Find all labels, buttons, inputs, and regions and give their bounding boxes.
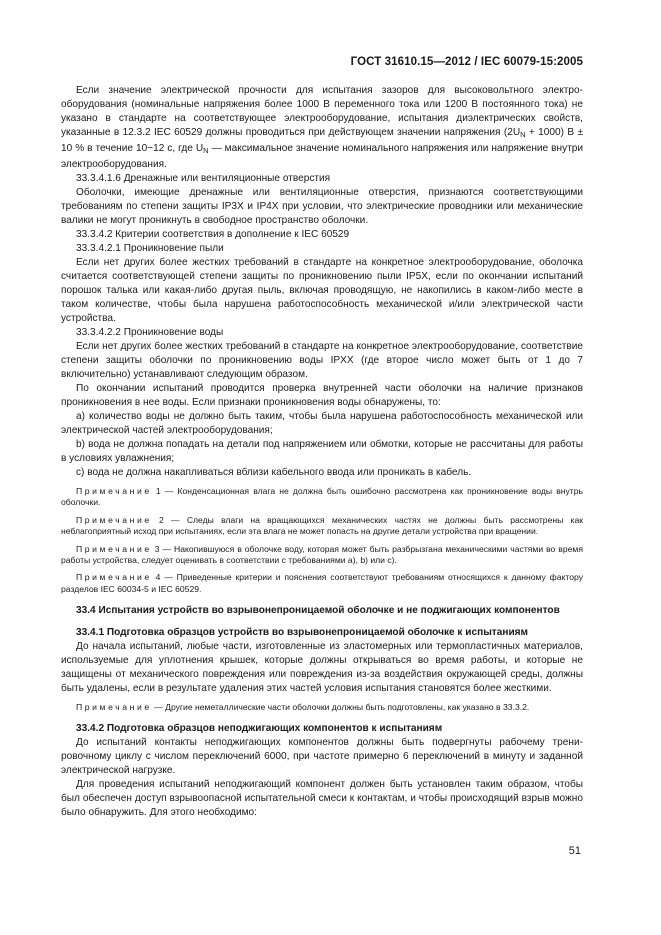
paragraph: По окончании испытаний проводится проверка внутренней части оболочки на наличие признаков проникновения в нее воды. Если признаки проникновения воды обнаружены, то: xyxy=(61,383,583,408)
paragraph: Оболочки, имеющие дренажные или вентиляционные отверстия, признаются соответствующими требованиям по степени защиты IP3X и IP4X при условии, что электрические проводники или механические валики не могут проникнуть в свободное пространство оболочки. xyxy=(61,187,583,226)
paragraph: Для проведения испытаний неподжигающий компонент должен быть установлен таким образом, чтобы был обеспечен доступ взрывоопасной испытательной смеси к контактам, и чтобы происходящий взрыв можно было обнаружить. Для этого необходимо: xyxy=(61,778,583,818)
paragraph: Если значение электрической прочности для испытания зазоров для высоковольтного электрооборудования (номинальные напряжения более 1000 В переменного тока или 1200 В постоянного тока) не указано в стандарте на соответствующее электрооборудование, испытания диэлектрических свойств, указанные в 12.3.2 IEC 60529 должны проводиться при действующем значении напряжения $(2U_N + 1000) В \pm 10$ % в течение 10−12 с, где $U_N$ — максимальное значение номинального напряжения или напряжение внутри электрооборудования. xyxy=(61,85,583,170)
list-item: c) вода не должна накапливаться вблизи кабельного ввода или проникать в кабель. xyxy=(76,467,472,478)
section-heading: 33.3.4.2 Критерии соответствия в дополнение к IEC 60529 xyxy=(76,229,350,240)
section-heading: 33.4 Испытания устройств во взрывонепроницаемой оболочке и не поджигающих компонентов xyxy=(76,605,560,617)
paragraph: До начала испытаний, любые части, изготовленные из эластомерных или термопластичных материалов, используемые для уплотнения крышек, которые должны открываться во время работы, и которые не защищены от механического повреждения или повреждения из-за воздействия окружающей среды, должны быть удалены, если в результате удаления этих частей условия испытания становятся более жесткими. xyxy=(61,641,583,695)
paragraph: До испытаний контакты неподжигающих компонентов должны быть подвергнуты рабочему тренировочному циклу с числом переключений 6000, при частоте примерно 6 переключений в минуту и заданной электрической нагрузке. xyxy=(61,736,583,776)
note: Примечание 3 — Накопившуюся в оболочке воду, которая может быть разбрызгана механическими частями во время работы устройства, следует оценивать в соответствии с требованиями a), b) или c). xyxy=(61,543,583,566)
document-body xyxy=(61,84,583,820)
note: Примечание 1 — Конденсационная влага не должна быть ошибочно рассмотрена как проникновение воды внутрь оболочки. xyxy=(61,486,583,508)
list-item: b) вода не должна попадать на детали под напряжением или обмотки, которые не рассчитаны для работы в условиях увлажнения; xyxy=(61,439,583,464)
page-header: ГОСТ 31610.15—2012 / IEC 60079-15:2005 xyxy=(350,56,583,68)
section-heading: 33.3.4.2.1 Проникновение пыли xyxy=(76,243,224,254)
note: Примечание 4 — Приведенные критерии и пояснения соответствуют требованиям относящихся к данному фактору разделов IEC 60034-5 и IEC 60529. xyxy=(61,572,583,594)
paragraph: Если нет других более жестких требований в стандарте на конкретное электрооборудование, оболочка считается соответствующей степени защиты по проникновению пыли IP5X, если по окончании испытаний порошок талька или какая-либо другая пыль, включая проводящую, не накопились в каком-либо месте в таком количестве, чтобы была нарушена работоспособность механической и/или электрической части устройства. xyxy=(61,257,583,324)
note: Примечание — Другие неметаллические части оболочки должны быть подготовлены, как указано в 33.3.2. xyxy=(76,702,530,713)
section-heading: 33.3.4.1.6 Дренажные или вентиляционные отверстия xyxy=(76,173,331,184)
section-heading: 33.3.4.2.2 Проникновение воды xyxy=(76,327,224,338)
page-number: 51 xyxy=(568,845,581,857)
note: Примечание 2 — Следы влаги на вращающихся механических частях не должны быть рассмотрены как неблагоприятный исход при испытаниях, если эта влага не может попасть на другие детали устройства при вращении. xyxy=(61,514,583,537)
list-item: a) количество воды не должно быть таким, чтобы была нарушена работоспособность механической или электрической частей электрооборудования; xyxy=(61,411,583,436)
section-heading: 33.4.1 Подготовка образцов устройств во взрывонепроницаемой оболочке к испытаниям xyxy=(76,627,529,639)
section-heading: 33.4.2 Подготовка образцов неподжигающих компонентов к испытаниям xyxy=(76,722,443,734)
paragraph: Если нет других более жестких требований в стандарте на конкретное электрооборудование, соответствие степени защиты оболочки по проникновению воды IPXX (где второе число может быть от 1 до 7 включительно) устанавливают следующим образом. xyxy=(61,341,583,380)
